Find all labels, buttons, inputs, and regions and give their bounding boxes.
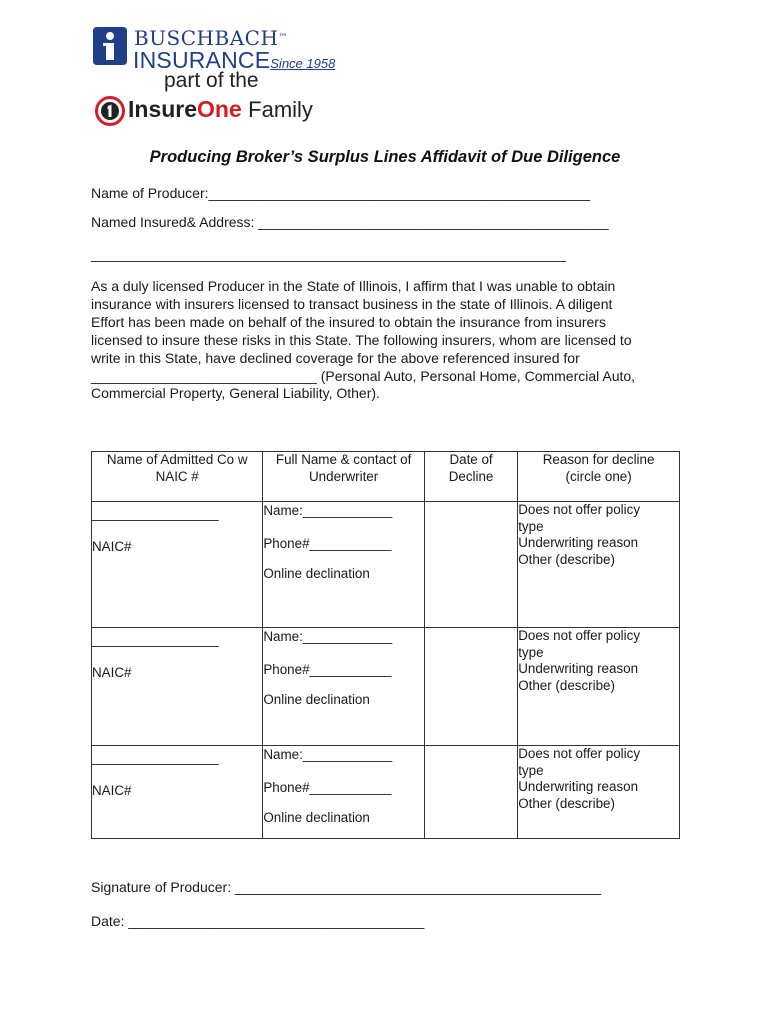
family-label: Family [248, 97, 313, 122]
reason-cell[interactable]: Does not offer policy type Underwriting reason Other (describe) [518, 628, 680, 746]
header-reason: Reason for decline (circle one) [518, 452, 680, 502]
header-underwriter: Full Name & contact of Underwriter [263, 452, 425, 502]
signature-field[interactable]: Signature of Producer: _______________________________________________ [91, 879, 601, 895]
company-cell[interactable]: _________________ NAIC# [92, 628, 263, 746]
underwriter-cell[interactable]: Name:____________ Phone#___________ Online declination [263, 628, 425, 746]
table-row [92, 628, 680, 746]
insured-field[interactable]: Named Insured& Address: _____________________________________________ [91, 214, 609, 230]
date-cell[interactable] [424, 746, 517, 839]
brand-name-insurance: INSURANCESince 1958 [133, 47, 336, 73]
company-cell[interactable]: _________________ NAIC# [92, 746, 263, 839]
affirmation-paragraph: As a duly licensed Producer in the State of Illinois, I affirm that I was unable to obtain insurance with insurers licensed to transact business in the state of Illinois. A diligent Effort has been made on behalf of the insured to obtain the insurance from insurers licensed to insure these risks in this State. The following insurers, whom are licensed to write in this State, have declined coverage for the above referenced insured for _____________________________ (Personal Auto, Personal Home, Commercial Auto, Commercial Property, General Liability, Other). [91, 278, 636, 402]
insureone-badge-icon [95, 96, 125, 126]
buschbach-i-logo-icon [93, 27, 127, 65]
date-cell[interactable] [424, 628, 517, 746]
header-admitted-co: Name of Admitted Co w NAIC # [92, 452, 263, 502]
since-label: Since 1958 [270, 56, 336, 71]
table-row [92, 746, 680, 839]
brand-name-top: BUSCHBACH™ [134, 26, 288, 50]
date-field[interactable]: Date: ______________________________________ [91, 913, 425, 929]
header-date-of-decline: Date of Decline [424, 452, 517, 502]
page-title: Producing Broker’s Surplus Lines Affidavit of Due Diligence [149, 148, 621, 166]
address-field[interactable]: _____________________________________________________________ [91, 246, 566, 262]
insurer-declination-table [91, 451, 680, 839]
date-cell[interactable] [424, 502, 517, 628]
part-of-label: part of the [164, 69, 259, 92]
producer-field[interactable]: Name of Producer:_________________________________________________ [91, 185, 591, 201]
insureone-wordmark: InsureOne Family [128, 96, 313, 122]
company-cell[interactable]: _________________ NAIC# [92, 502, 263, 628]
table-header-row [92, 452, 680, 502]
underwriter-cell[interactable]: Name:____________ Phone#___________ Online declination [263, 502, 425, 628]
reason-cell[interactable]: Does not offer policy type Underwriting reason Other (describe) [518, 746, 680, 839]
reason-cell[interactable]: Does not offer policy type Underwriting reason Other (describe) [518, 502, 680, 628]
underwriter-cell[interactable]: Name:____________ Phone#___________ Online declination [263, 746, 425, 839]
table-row [92, 502, 680, 628]
coverage-type-blank[interactable]: _____________________________ [91, 367, 317, 384]
